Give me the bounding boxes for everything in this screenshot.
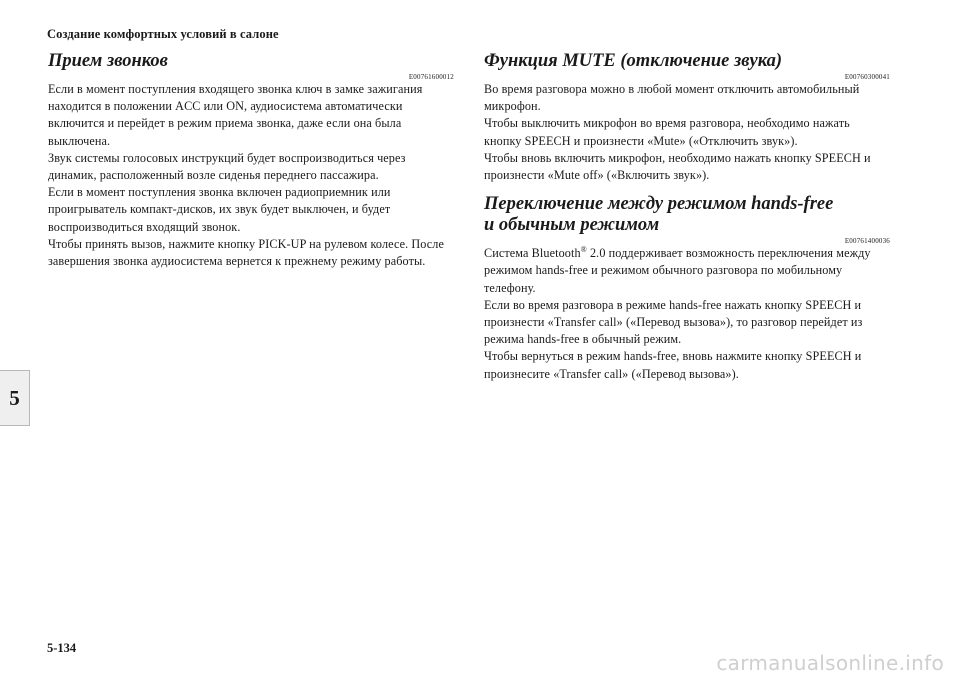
page-header-title: Создание комфортных условий в салоне — [47, 27, 279, 41]
section-mute — [484, 51, 890, 184]
section-code: E00760300041 — [844, 73, 890, 81]
paragraph: Если во время разговора в режиме hands-free нажать кнопку SPEECH и произнести «Transfer call» («Перевод вызова»), то разговор перейдет из режима hands-free в обычный режим. — [484, 297, 863, 347]
registered-mark: ® — [580, 245, 587, 255]
left-column — [48, 51, 454, 280]
chapter-tab: 5 — [0, 370, 30, 426]
section-call-receive — [48, 51, 454, 270]
right-column — [484, 51, 890, 393]
section-title-line1: Переключение между режимом hands-free — [484, 194, 834, 215]
section-handsfree-switch — [484, 194, 890, 383]
section-title: Функция MUTE (отключение звука) — [484, 51, 783, 71]
paragraph: Чтобы вновь включить микрофон, необходимо нажать кнопку SPEECH и произнести «Mute off» («Включить звук»). — [484, 150, 871, 183]
section-title: Прием звонков — [48, 51, 168, 71]
page-number: 5-134 — [47, 641, 77, 655]
section-code: E00761400036 — [844, 237, 890, 246]
section-code: E00761600012 — [408, 73, 454, 81]
paragraph: Чтобы принять вызов, нажмите кнопку PICK-UP на рулевом колесе. После завершения звонка аудиосистема вернется к прежнему режиму работы. — [48, 236, 444, 269]
watermark: carmanualsonline.info — [716, 651, 944, 675]
paragraph-text: Система Bluetooth — [484, 246, 581, 261]
paragraph-text: 2.0 поддерживает возможность переключения между режимом hands-free и режимом обычного разговора по мобильному телефону. — [484, 246, 871, 295]
paragraph: Чтобы вернуться в режим hands-free, вновь нажмите кнопку SPEECH и произнесите «Transfer call» («Перевод вызова»). — [484, 349, 862, 381]
paragraph: Во время разговора можно в любой момент отключить автомобильный микрофон. — [484, 82, 860, 114]
paragraph: Чтобы выключить микрофон во время разговора, необходимо нажать кнопку SPEECH и произнести «Mute» («Отключить звук»). — [484, 116, 850, 148]
paragraph: Если в момент поступления звонка включен радиоприемник или проигрыватель компакт-дисков, их звук будет выключен, и будет воспроизводиться входящий звонок. — [48, 185, 391, 234]
paragraph — [484, 245, 890, 297]
paragraph: Звук системы голосовых инструкций будет воспроизводиться через динамик, расположенный возле сиденья переднего пассажира. — [48, 150, 406, 183]
section-title — [484, 194, 890, 236]
section-title-line2: и обычным режимом — [484, 215, 660, 236]
paragraph: Если в момент поступления входящего звонка ключ в замке зажигания находится в положении ACC или ON, аудиосистема автоматически включится и перейдет в режим приема звонка, даже если она была выключена. — [48, 82, 423, 148]
